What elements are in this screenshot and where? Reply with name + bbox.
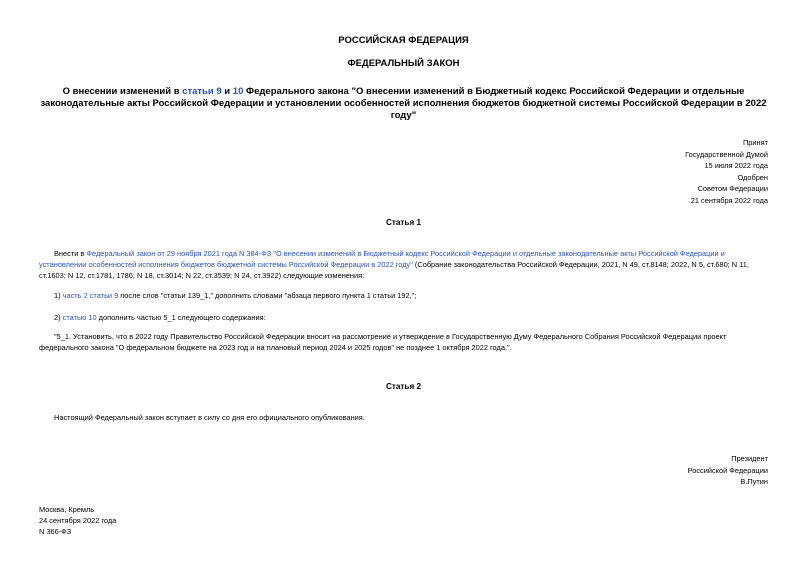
header-country: РОССИЙСКАЯ ФЕДЕРАЦИЯ xyxy=(338,35,469,46)
article-1-intro: Внести в Федеральный закон от 29 ноября 2021 года N 384-ФЗ "О внесении изменений в Бюджетный кодекс Российской Федерации и отдельные законодательные акты Российской Федерации и установлении особенностей исполнения бюджетов бюджетной системы Российской Федерации в 2022 году" (Собрание законодательства Российской Федерации, 2021, N 49, ст.8148; 2022, N 5, ст.680; N 11, ст.1603; N 12, ст.1781, 1786; N 18, ст.3014; N 22, ст.3539; N 24, ст.3922) следующие изменения: xyxy=(39,249,749,280)
adoption-block: Принят Государственной Думой 15 июля 2022 года Одобрен Советом Федерации 21 сентября 2022 года xyxy=(685,138,768,205)
article-1-item-2: 2) статью 10 дополнить частью 5_1 следующего содержания: xyxy=(54,313,266,322)
signature-block: Президент Российской Федерации В.Путин xyxy=(687,454,768,486)
article-2-text: Настоящий Федеральный закон вступает в силу со дня его официального опубликования. xyxy=(54,413,365,422)
link-part-2-article-9[interactable]: часть 2 статьи 9 xyxy=(62,291,119,300)
article-1-quote: "5_1. Установить, что в 2022 году Правительство Российской Федерации вносит на рассмотрение и утверждение в Государственную Думу Федерального Собрания Российской Федерации проект федерального закона "О федеральном бюджете на 2023 год и на плановый период 2024 и 2025 годов" не позднее 1 октября 2022 года.". xyxy=(39,332,727,352)
article-2-heading: Статья 2 xyxy=(385,382,422,391)
title-link-article-10[interactable]: 10 xyxy=(232,86,244,97)
title-link-article-9[interactable]: статьи 9 xyxy=(182,86,222,97)
link-article-10[interactable]: статью 10 xyxy=(62,313,97,322)
link-federal-law-384[interactable]: Федеральный закон от 29 ноября 2021 года N 384-ФЗ "О внесении изменений в Бюджетный кодекс Российской Федерации и отдельные законодательные акты Российской Федерации и установлении особенностей исполнения бюджетов бюджетной системы Российской Федерации в 2022 году" xyxy=(39,249,725,269)
article-1-heading: Статья 1 xyxy=(385,218,422,227)
article-1-item-1: 1) часть 2 статьи 9 после слов "статьи 139_1," дополнить словами "абзаца первого пункта 1 статьи 192,"; xyxy=(54,291,417,300)
law-title: О внесении изменений в статьи 9 и 10 Федерального закона "О внесении изменений в Бюджетный кодекс Российской Федерации и отдельные законодательные акты Российской Федерации и установлении особенностей исполнения бюджетов бюджетной системы Российской Федерации в 2022 году" xyxy=(40,86,767,121)
header-doc-type: ФЕДЕРАЛЬНЫЙ ЗАКОН xyxy=(347,58,460,69)
place-date-block: Москва, Кремль 24 сентября 2022 года N 366-ФЗ xyxy=(39,505,117,536)
